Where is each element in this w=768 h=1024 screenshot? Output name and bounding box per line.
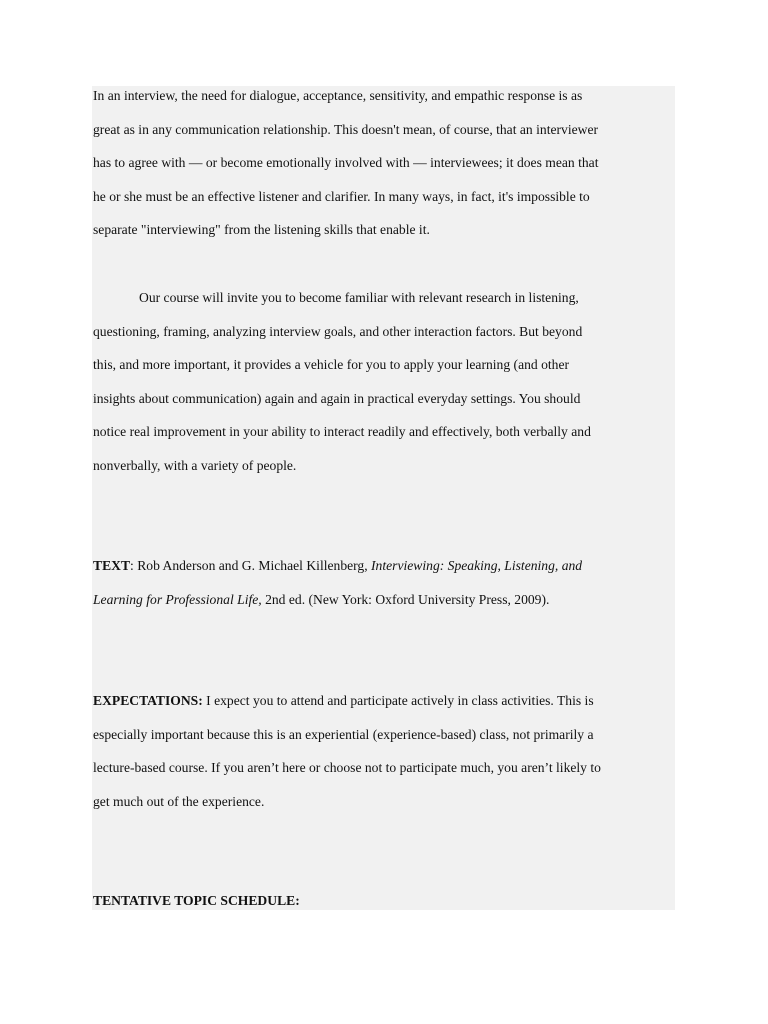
course-paragraph [93, 281, 675, 483]
expectations-section [93, 684, 675, 818]
schedule-section [93, 884, 675, 918]
text-line-1 [93, 549, 675, 583]
intro-paragraph [93, 79, 675, 247]
intro-line-5: separate "interviewing" from the listening skills that enable it. [93, 222, 430, 238]
expectations-line-4: get much out of the experience. [93, 793, 265, 809]
course-line-6: nonverbally, with a variety of people. [93, 457, 297, 473]
book-title-part-1: Interviewing: Speaking, Listening, and [371, 558, 583, 573]
book-title-part-2: Learning for Professional Life, [93, 591, 262, 607]
course-line-4: insights about communication) again and again in practical everyday settings. You should [93, 390, 581, 406]
expectations-line-1 [93, 684, 675, 718]
intro-line-4: he or she must be an effective listener and clarifier. In many ways, in fact, it's impossible to [93, 188, 590, 204]
expectations-line-2: especially important because this is an experiential (experience-based) class, not primarily a [93, 726, 594, 742]
expectations-label: EXPECTATIONS: [93, 693, 203, 708]
course-line-3: this, and more important, it provides a vehicle for you to apply your learning (and other [93, 357, 570, 373]
course-line-1-text: Our course will invite you to become familiar with relevant research in listening, [139, 290, 579, 305]
intro-line-3: has to agree with — or become emotionally involved with — interviewees; it does mean that [93, 155, 599, 171]
course-line-2: questioning, framing, analyzing interview goals, and other interaction factors. But beyond [93, 323, 583, 339]
text-section [93, 549, 675, 616]
edition-info: 2nd ed. (New York: Oxford University Press, 2009). [261, 591, 550, 607]
text-authors: : Rob Anderson and G. Michael Killenberg, [130, 558, 372, 573]
expectations-line-1-text: I expect you to attend and participate actively in class activities. This is [202, 693, 594, 708]
text-line-2 [93, 583, 675, 617]
course-line-5: notice real improvement in your ability to interact readily and effectively, both verbally and [93, 424, 591, 440]
schedule-heading: TENTATIVE TOPIC SCHEDULE: [93, 893, 300, 908]
expectations-line-3: lecture-based course. If you aren’t here or choose not to participate much, you aren’t likely to [93, 760, 601, 776]
intro-line-2: great as in any communication relationship. This doesn't mean, of course, that an interviewer [93, 121, 599, 137]
course-line-1 [93, 281, 675, 315]
intro-line-1: In an interview, the need for dialogue, acceptance, sensitivity, and empathic response is as [93, 88, 583, 103]
text-label: TEXT [93, 558, 131, 573]
